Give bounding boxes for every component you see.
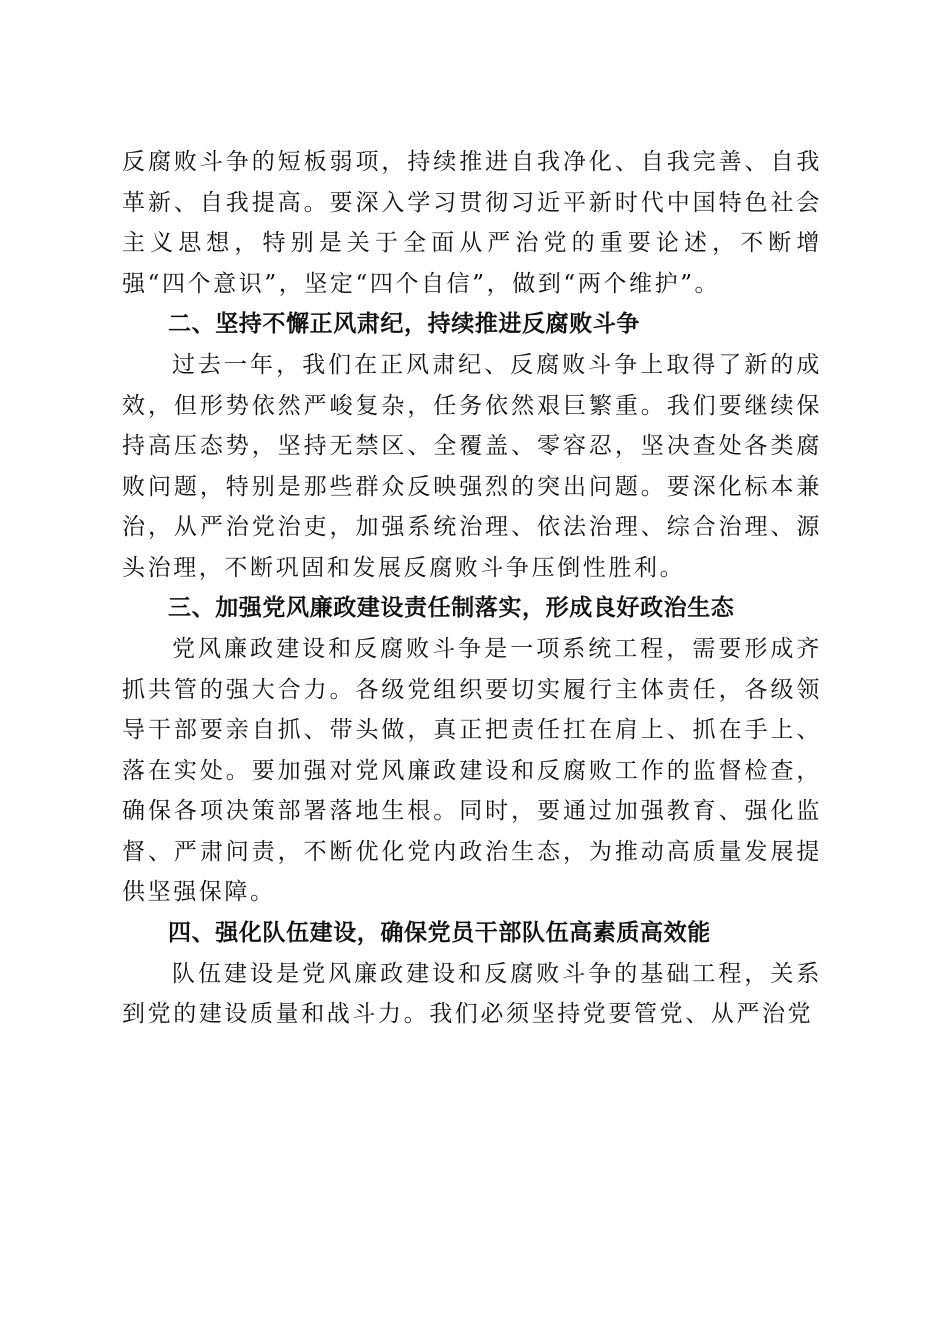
paragraph-section-3: 党风廉政建设和反腐败斗争是一项系统工程，需要形成齐抓共管的强大合力。各级党组织要切实履行主体责任，各级领导干部要亲自抓、带头做，真正把责任扛在肩上、抓在手上、落在实处。要加强对党风廉政建设和反腐败工作的监督检查，确保各项决策部署落地生根。同时，要通过加强教育、强化监督、严肃问责，不断优化党内政治生态，为推动高质量发展提供坚强保障。 [122, 636, 822, 905]
paragraph-section-4: 队伍建设是党风廉政建设和反腐败斗争的基础工程，关系到党的建设质量和战斗力。我们必须坚持党要管党、从严治党 [122, 960, 822, 1027]
section-heading-4: 四、强化队伍建设，确保党员干部队伍高素质高效能 [168, 919, 711, 946]
paragraph-continuation: 反腐败斗争的短板弱项，持续推进自我净化、自我完善、自我革新、自我提高。要深入学习贯彻习近平新时代中国特色社会主义思想，特别是关于全面从严治党的重要论述，不断增强“四个意识”，坚定“四个自信”，做到“两个维护”。 [122, 149, 822, 297]
section-heading-3: 三、加强党风廉政建设责任制落实，形成良好政治生态 [168, 595, 735, 621]
section-heading-2: 二、坚持不懈正风肃纪，持续推进反腐败斗争 [168, 311, 640, 337]
paragraph-section-2: 过去一年，我们在正风肃纪、反腐败斗争上取得了新的成效，但形势依然严峻复杂，任务依然艰巨繁重。我们要继续保持高压态势，坚持无禁区、全覆盖、零容忍，坚决查处各类腐败问题，特别是那些群众反映强烈的突出问题。要深化标本兼治，从严治党治吏，加强系统治理、依法治理、综合治理、源头治理，不断巩固和发展反腐败斗争压倒性胜利。 [122, 352, 822, 581]
document-page [122, 142, 822, 1035]
